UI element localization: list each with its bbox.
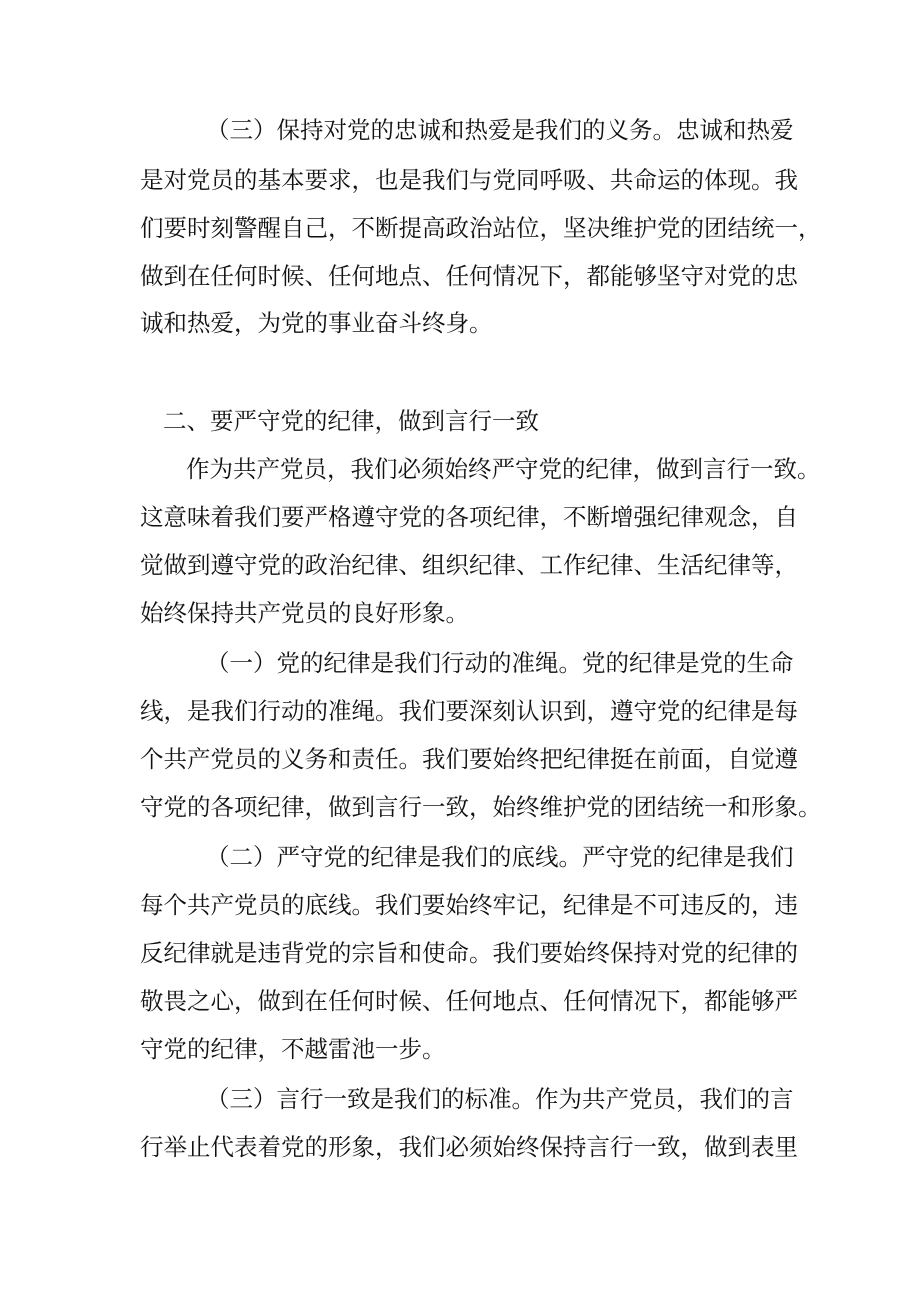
text-line: 们要时刻警醒自己，不断提高政治站位，坚决维护党的团结统一， bbox=[140, 214, 822, 242]
text-line: 守党的各项纪律，做到言行一致，始终维护党的团结统一和形象。 bbox=[140, 793, 822, 821]
text-line: 始终保持共产党员的良好形象。 bbox=[140, 599, 469, 627]
text-line: 这意味着我们要严格遵守党的各项纪律，不断增强纪律观念，自 bbox=[140, 503, 798, 531]
text-line: 作为共产党员，我们必须始终严守党的纪律，做到言行一致。 bbox=[186, 455, 821, 483]
text-line: （二）严守党的纪律是我们的底线。严守党的纪律是我们 bbox=[206, 843, 794, 871]
text-line: （三）言行一致是我们的标准。作为共产党员，我们的言 bbox=[206, 1085, 794, 1113]
text-line: （一）党的纪律是我们行动的准绳。党的纪律是党的生命 bbox=[206, 649, 794, 677]
text-line: 觉做到遵守党的政治纪律、组织纪律、工作纪律、生活纪律等， bbox=[140, 551, 798, 579]
text-line: 诚和热爱，为党的事业奋斗终身。 bbox=[140, 309, 493, 337]
text-line: 是对党员的基本要求，也是我们与党同呼吸、共命运的体现。我 bbox=[140, 166, 798, 194]
text-line: 反纪律就是违背党的宗旨和使命。我们要始终保持对党的纪律的 bbox=[140, 939, 798, 967]
text-line: 每个共产党员的底线。我们要始终牢记，纪律是不可违反的，违 bbox=[140, 891, 798, 919]
text-line: （三）保持对党的忠诚和热爱是我们的义务。忠诚和热爱 bbox=[206, 116, 794, 144]
text-line: 敬畏之心，做到在任何时候、任何地点、任何情况下，都能够严 bbox=[140, 987, 798, 1015]
text-line: 行举止代表着党的形象，我们必须始终保持言行一致，做到表里 bbox=[140, 1133, 798, 1161]
text-line: 守党的纪律，不越雷池一步。 bbox=[140, 1035, 446, 1063]
text-line: 线，是我们行动的准绳。我们要深刻认识到，遵守党的纪律是每 bbox=[140, 697, 798, 725]
section-heading: 二、要严守党的纪律，做到言行一致 bbox=[163, 407, 539, 435]
text-line: 做到在任何时候、任何地点、任何情况下，都能够坚守对党的忠 bbox=[140, 262, 798, 290]
text-line: 个共产党员的义务和责任。我们要始终把纪律挺在前面，自觉遵 bbox=[140, 745, 798, 773]
